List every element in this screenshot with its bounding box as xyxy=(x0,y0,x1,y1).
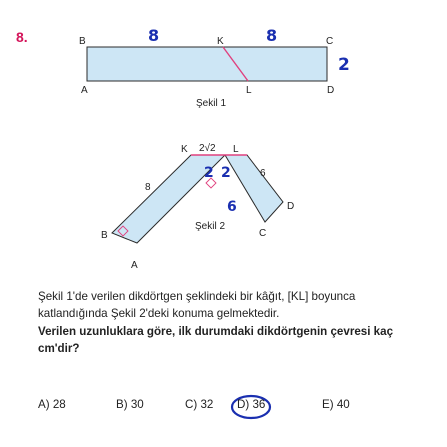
figure1-hw-top-left: 8 xyxy=(148,26,160,45)
choice-c[interactable]: C) 32 xyxy=(185,398,214,411)
choice-d[interactable]: D) 36 xyxy=(237,398,266,411)
question-number: 8. xyxy=(16,29,28,45)
figure1-label-d: D xyxy=(327,85,335,96)
figure1-label-l: L xyxy=(246,85,252,96)
figure2-caption: Şekil 2 xyxy=(195,221,226,232)
choice-a[interactable]: A) 28 xyxy=(38,398,66,411)
choice-b[interactable]: B) 30 xyxy=(116,398,144,411)
figure1-hw-right: 2 xyxy=(338,55,350,75)
figure2-label-a: A xyxy=(131,260,138,271)
figure2-kl-length: 2√2 xyxy=(199,143,216,154)
figure2-hw-middle: 6 xyxy=(227,199,237,215)
figure2-label-b: B xyxy=(101,230,108,241)
figure1-caption: Şekil 1 xyxy=(196,98,227,109)
figure2-label-l: L xyxy=(233,144,239,155)
figure2-left-length: 8 xyxy=(145,182,151,193)
figure2-hw-left: 2 xyxy=(204,165,214,181)
figure-2 xyxy=(101,142,294,271)
figure2-hw-right: 2 xyxy=(221,165,231,181)
figure1-label-k: K xyxy=(217,36,224,47)
figure1-hw-top-right: 8 xyxy=(266,26,278,45)
figure-1 xyxy=(79,26,350,109)
question-prompt: Verilen uzunluklara göre, ilk durumdaki dikdörtgenin çevresi kaç cm'dir? xyxy=(38,325,394,355)
figure2-right-length: 6 xyxy=(260,168,266,179)
question-paragraph: Şekil 1'de verilen dikdörtgen şeklindeki bir kâğıt, [KL] boyunca katlandığında Şekil 2'deki konuma gelmektedir. xyxy=(38,290,356,320)
figure2-label-c: C xyxy=(259,228,267,239)
figure1-label-c: C xyxy=(326,36,334,47)
choice-e[interactable]: E) 40 xyxy=(322,398,350,411)
figure1-label-b: B xyxy=(79,36,86,47)
figure1-rectangle xyxy=(87,47,327,81)
figure2-label-d: D xyxy=(287,201,295,212)
figure2-label-k: K xyxy=(181,144,188,155)
figure1-label-a: A xyxy=(81,85,88,96)
